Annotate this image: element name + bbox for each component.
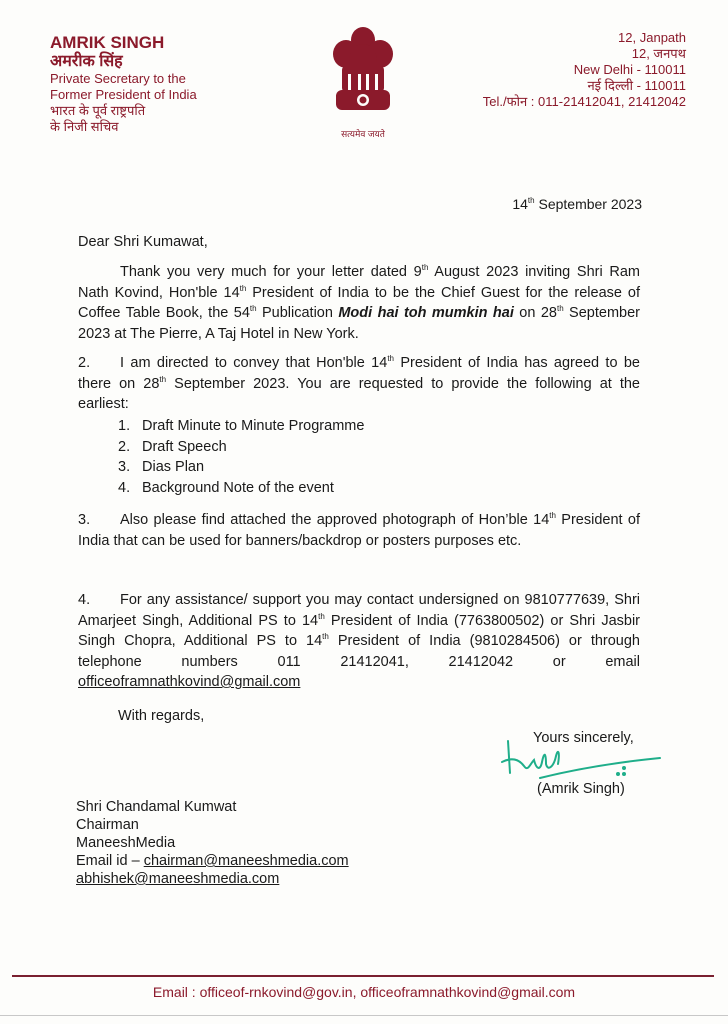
chairman-email-link[interactable]: chairman@maneeshmedia.com bbox=[143, 853, 349, 869]
sender-title-hindi-1: भारत के पूर्व राष्ट्रपति bbox=[50, 103, 146, 118]
closing-yours-sincerely: Yours sincerely, bbox=[533, 730, 634, 746]
sender-name-hindi: अमरीक सिंह bbox=[50, 53, 123, 70]
addressee-name: Shri Chandamal Kumwat bbox=[76, 799, 237, 815]
paragraph-2: 2. I am directed to convey that Hon'ble 14th President of India has agreed to be there on 28th September 2023. You are requested to provide the following at the earliest: bbox=[78, 354, 640, 412]
date-month-year: September 2023 bbox=[534, 196, 642, 212]
ashoka-emblem-icon bbox=[328, 22, 398, 120]
abhishek-email-link[interactable]: abhishek@maneeshmedia.com bbox=[76, 871, 280, 887]
requirements-list bbox=[118, 416, 364, 498]
footer-divider bbox=[12, 975, 714, 977]
sender-title-line-2: Former President of India bbox=[50, 87, 197, 102]
list-item: 1. Draft Minute to Minute Programme bbox=[118, 418, 365, 434]
addressee-email-line: Email id – chairman@maneeshmedia.com bbox=[76, 853, 349, 869]
sender-name: AMRIK SINGH bbox=[50, 33, 165, 52]
list-item: 4. Background Note of the event bbox=[118, 479, 334, 496]
address-line: 12, जनपथ bbox=[631, 46, 686, 61]
paragraph-1: Thank you very much for your letter dated 9th August 2023 inviting Shri Ram Nath Kovind, Hon'ble 14th President of India to be the Chief Guest for the release of Coffee Table Book, the 54th Publication Modi hai toh mumkin hai on 28th September 2023 at The Pierre, A Taj Hotel in New York. bbox=[78, 263, 640, 342]
paragraph-4: 4. For any assistance/ support you may contact undersigned on 9810777639, Shri Amarjeet Singh, Additional PS to 14th President of India (7763800502) or Shri Jasbir Singh Chopra, Additional PS to 14th President of India (9810284506) or through telephone numbers 011 21412041, 21412042 or email officeoframnathkovind@gmail.com bbox=[78, 592, 640, 690]
national-emblem bbox=[318, 22, 408, 140]
book-title: Modi hai toh mumkin hai bbox=[338, 305, 514, 321]
footer-emails: Email : officeof-rnkovind@gov.in, officeoframnathkovind@gmail.com bbox=[152, 984, 576, 1000]
signer-name: (Amrik Singh) bbox=[537, 781, 625, 797]
addressee-designation: Chairman bbox=[76, 817, 139, 833]
contact-email-link[interactable]: officeoframnathkovind@gmail.com bbox=[78, 674, 301, 690]
date-sup: th bbox=[527, 196, 535, 205]
addressee-block bbox=[76, 798, 349, 888]
letterhead-left bbox=[50, 33, 197, 135]
sender-title-hindi-2: के निजी सचिव bbox=[50, 119, 119, 134]
letter-date bbox=[512, 196, 642, 212]
page-edge-line bbox=[0, 1015, 728, 1016]
address-line: 12, Janpath bbox=[618, 30, 686, 45]
date-day: 14 bbox=[512, 196, 528, 212]
closing-regards: With regards, bbox=[118, 708, 205, 724]
list-item: 2. Draft Speech bbox=[118, 438, 227, 455]
address-line: नई दिल्ली - 110011 bbox=[587, 78, 686, 93]
letterhead-address bbox=[483, 30, 686, 110]
address-line: New Delhi - 110011 bbox=[573, 62, 686, 77]
list-item: 3. Dias Plan bbox=[118, 459, 205, 475]
telephone-line: Tel./फोन : 011-21412041, 21412042 bbox=[482, 94, 686, 109]
paragraph-3: 3. Also please find attached the approved photograph of Hon’ble 14th President of India that can be used for banners/backdrop or posters purposes etc. bbox=[78, 511, 640, 549]
salutation: Dear Shri Kumawat, bbox=[78, 234, 208, 250]
sender-title-line-1: Private Secretary to the bbox=[50, 71, 186, 86]
motto: सत्यमेव जयते bbox=[341, 129, 385, 139]
addressee-organization: ManeeshMedia bbox=[76, 835, 176, 851]
